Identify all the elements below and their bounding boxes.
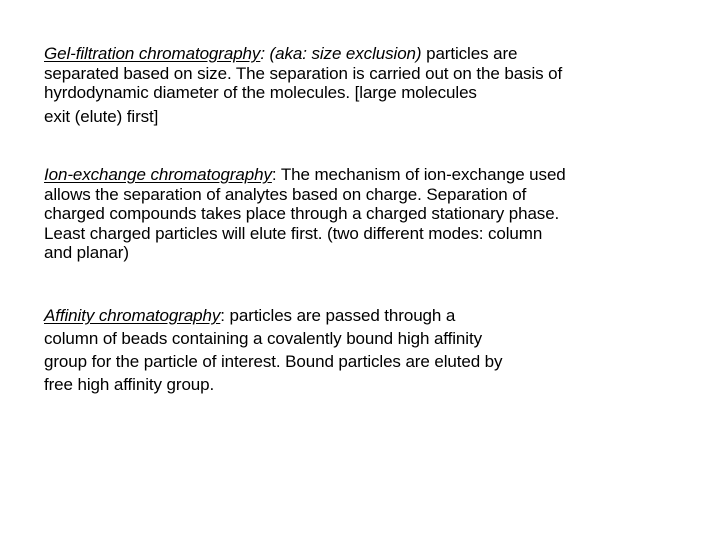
term-gel-filtration: Gel-filtration chromatography [44,44,261,63]
text-fragment: : The mechanism of ion-exchange used [271,165,566,184]
text-line: free high affinity group. [44,375,215,394]
text-line [44,165,694,185]
paragraph-ion-exchange [44,165,694,263]
text-line: Least charged particles will elute first. (two different modes: column [44,223,543,243]
text-line: column of beads containing a covalently bound high affinity [44,329,482,348]
text-line: separated based on size. The separation is carried out on the basis of [44,63,563,83]
text-line [44,44,694,64]
text-line: charged compounds takes place through a charged stationary phase. [44,204,560,223]
paragraph-gel-filtration [44,44,694,126]
term-ion-exchange: Ion-exchange chromatography [44,165,272,184]
text-line: exit (elute) first] [44,106,159,126]
text-line: group for the particle of interest. Bound particles are eluted by [44,352,503,371]
text-line: and planar) [44,243,129,262]
paragraph-affinity [44,304,644,396]
text-line: hyrdodynamic diameter of the molecules. [large molecules [44,83,477,102]
term-affinity: Affinity chromatography [44,306,221,325]
text-fragment: particles are [421,44,518,63]
aka-note: : (aka: size exclusion) [260,44,422,63]
text-fragment: : particles are passed through a [220,306,456,325]
text-line [44,304,644,327]
text-line: allows the separation of analytes based on charge. Separation of [44,184,527,204]
